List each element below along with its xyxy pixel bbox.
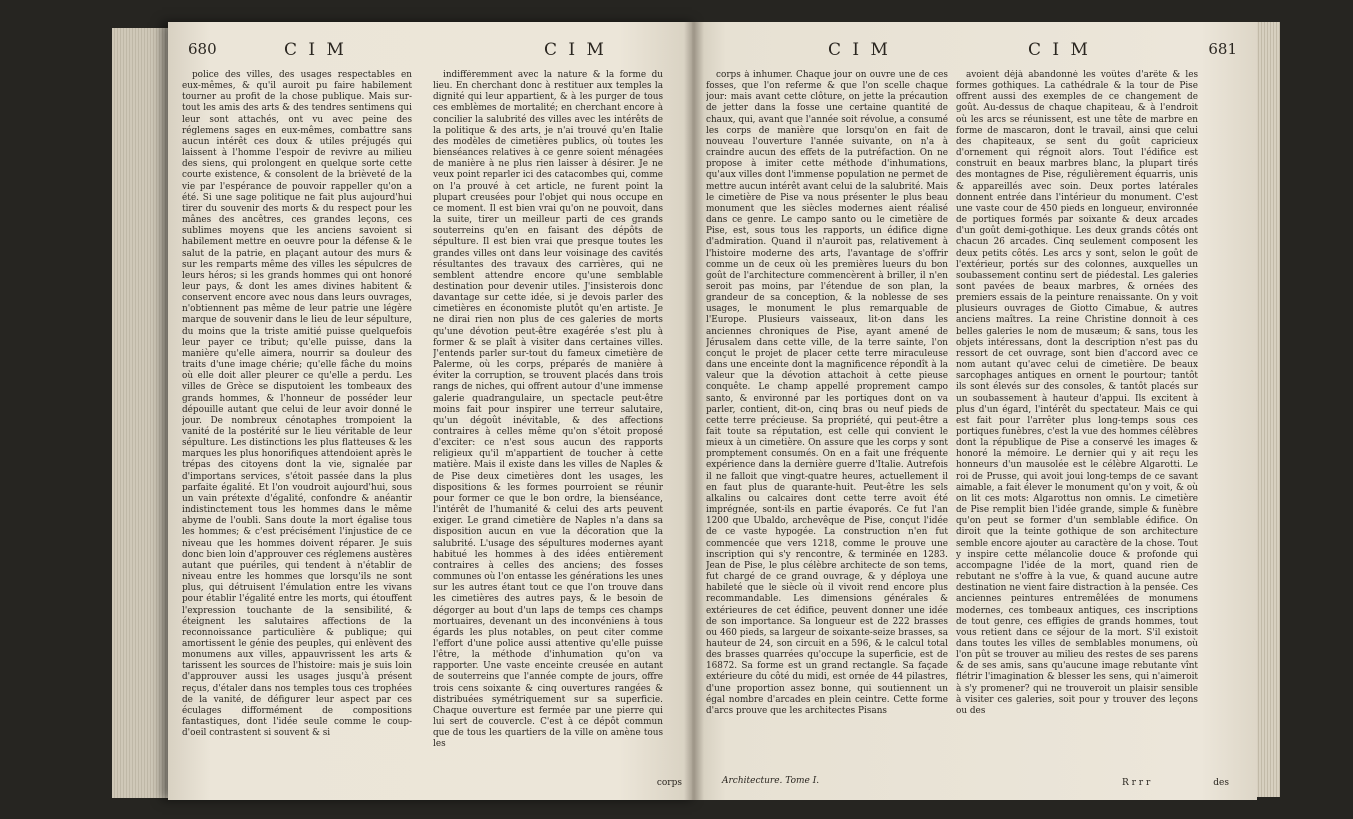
page-stack-left <box>112 28 172 798</box>
right-page <box>692 22 1257 800</box>
right-running-head-1: C I M <box>828 40 891 60</box>
left-running-head-1: C I M <box>284 40 347 60</box>
left-page <box>168 22 698 800</box>
left-running-head-2: C I M <box>544 40 607 60</box>
right-page-number: 681 <box>1208 40 1237 58</box>
left-page-header <box>184 40 682 64</box>
right-catchword: des <box>1213 778 1229 788</box>
right-running-head-2: C I M <box>1028 40 1091 60</box>
volume-footer: Architecture. Tome I. <box>722 776 820 786</box>
left-column-2 <box>433 70 663 770</box>
left-column-2-text: indifféremment avec la nature & la forme du lieu. En cherchant donc à restituer aux temples la dignité qui leur appartient, & à les purger de tous ces emblèmes de mortalité; en cherchant encore à concilier la salubrité des villes avec les intérêts de la politique & des arts, je n'ai trouvé qu'en Italie des modèles de cimetières publics, où toutes les bienséances relatives à ce genre soient ménagées de manière à ne plus rien laisser à désirer. Je ne veux point reparler ici des catacombes qui, comme on l'a prouvé à cet article, ne furent point la plupart creusées pour l'objet qui nous occupe en ce moment. Il est bien vrai qu'on ne pouvoit, dans la suite, tirer un meilleur parti de ces grands souterreins qu'en en faisant des dépôts de sépulture. Il est bien vrai que presque toutes les grandes villes ont dans leur voisinage des cavités résultantes des travaux des carrières, qui ne semblent attendre encore qu'une semblable destination pour devenir utiles. J'insisterois donc davantage sur cette idée, si je devois parler des cimetières en économiste plutôt qu'en artiste. Je ne dirai rien non plus de ces galeries de morts qu'une dévotion peut-être exagérée s'est plu à former & se plaît à visiter dans certaines villes. J'entends parler sur-tout du fameux cimetière de Palerme, où les corps, préparés de manière à éviter la corruption, se trouvent placés dans trois rangs de niches, qui offrent autour d'une immense galerie quadrangulaire, un spectacle peut-être moins fait pour inspirer une terreur salutaire, qu'un dégoût inévitable, & des affections contraires à celles même qu'on s'étoit proposé d'exciter: ce n'est sous aucun des rapports religieux qu'il m'appartient de toucher à cette matière. Mais il existe dans les villes de Naples & de Pise deux cimetières dont les usages, les dispositions & les formes pourroient se réunir pour former ce que le bon ordre, la bienséance, l'intérêt de l'humanité & celui des arts peuvent exiger. Le grand cimetière de Naples n'a dans sa disposition aucun en vue la décoration que la salubrité. L'usage des sépultures modernes ayant habitué les hommes à des idées entièrement contraires à celles des anciens; des fosses communes où l'on entasse les générations les unes sur les autres étant tout ce que l'on trouve dans les cimetières des autres pays, & le besoin de dégorger au bout d'un laps de temps ces champs mortuaires, devenant un des inconvéniens à tous égards les plus notables, on peut citer comme l'effort d'une police aussi attentive qu'elle puisse l'être, la méthode d'inhumation qu'on va rapporter. Une vaste enceinte creusée en autant de souterreins que l'année compte de jours, offre trois cens soixante & cinq ouvertures rangées & distribuées symétriquement sur sa superficie. Chaque ouverture est fermée par une pierre qui lui sert de couvercle. C'est à ce dépôt commun que de tous les quartiers de la ville on amène tous les <box>433 70 663 750</box>
right-column-1 <box>706 70 948 770</box>
signature-mark: R r r r <box>1122 778 1151 788</box>
right-column-2 <box>956 70 1198 770</box>
right-page-header <box>708 40 1241 64</box>
right-column-2-text: avoient déjà abandonné les voûtes d'arête & les formes gothiques. La cathédrale & la tour de Pise offrent aussi des exemples de ce changement de goût. Au-dessus de chaque chapiteau, & à l'endroit où les arcs se réunissent, est une tête de marbre en forme de mascaron, dont le travail, ainsi que celui des chapiteaux, se sent du goût capricieux d'ornement qui régnoit alors. Tout l'édifice est construit en beaux marbres blanc, la plupart tirés des montagnes de Pise, régulièrement équarris, unis & appareillés avec soin. Deux portes latérales donnent entrée dans l'intérieur du monument. C'est une vaste cour de 450 pieds en longueur, environnée de portiques formés par soixante & deux arcades d'un goût demi-gothique. Les deux grands côtés ont chacun 26 arcades. Cinq seulement composent les deux petits côtés. Les arcs y sont, selon le goût de l'extérieur, portés sur des colonnes, auxquelles un soubassement continu sert de piédestal. Les galeries sont pavées de beaux marbres, & ornées des premiers essais de la peinture renaissante. On y voit plusieurs ouvrages de Giotto Cimabue, & autres anciens maîtres. La reine Christine donnoit à ces belles galeries le nom de musæum; & sans, tous les objets intéressans, dont la description n'est pas du ressort de cet ouvrage, sont bien d'accord avec ce nom autant qu'avec celui de cimetière. De beaux sarcophages antiques en ornent le pourtour; tantôt ils sont élevés sur des consoles, & tantôt placés sur un soubassement à hauteur d'appui. Ils excitent à plus d'un égard, l'intérêt du spectateur. Mais ce qui est fait pour l'arrêter plus long-temps sous ces portiques funèbres, c'est la vue des hommes célèbres dont la république de Pise a conservé les images & honoré la mémoire. Le dernier qui y ait reçu les honneurs d'un mausolée est le célèbre Algarotti. Le roi de Prusse, qui avoit joui long-temps de ce savant aimable, a fait élever le monument qu'on y voit, & où on lit ces mots: Algarottus non omnis. Le cimetière de Pise remplit bien l'idée grande, simple & funèbre qu'on peut se former d'un semblable édifice. On diroit que la teinte gothique de son architecture semble encore ajouter au caractère de la chose. Tout y inspire cette mélancolie douce & profonde qui accompagne l'idée de la mort, quand rien de rebutant ne s'offre à la vue, & quand aucune autre destination ne vient faire distraction à la pensée. Ces anciennes peintures entremêlées de monumens modernes, ces tombeaux antiques, ces inscriptions de tout genre, ces effigies de grands hommes, tout vous retient dans ce séjour de la mort. S'il existoit dans toutes les villes de semblables monumens, où l'on pût se trouver au milieu des restes de ses parens & de ses amis, sans qu'aucune image rebutante vînt flétrir l'imagination & blesser les sens, qui n'aimeroit à s'y promener? qui ne trouveroit un plaisir sensible à visiter ces galeries, soit pour y trouver des leçons ou des <box>956 70 1198 716</box>
left-column-1 <box>182 70 412 770</box>
right-column-1-text: corps à inhumer. Chaque jour on ouvre une de ces fosses, que l'on referme & que l'on scelle chaque jour: mais avant cette clôture, on jette la précaution de jetter dans la fosse une certaine quantité de chaux, qui, avant que l'année soit révolue, a consumé les corps de manière que lorsqu'on en fait de nouveau l'ouverture l'année suivante, on n'a à craindre aucun des effets de la putréfaction. On ne propose à imiter cette méthode d'inhumations, qu'aux villes dont l'immense population ne permet de mettre aucun intérêt avant celui de la salubrité. Mais le cimetière de Pise va nous présenter le plus beau monument que les siècles modernes aient réalisé dans ce genre. Le campo santo ou le cimetière de Pise, est, sous tous les rapports, un édifice digne d'admiration. Quand il n'auroit pas, relativement à l'histoire moderne des arts, l'avantage de s'offrir comme un de ceux où les premières lueurs du bon goût de l'architecture commencèrent à briller, il n'en seroit pas moins, par l'étendue de son plan, la grandeur de sa conception, & la noblesse de ses usages, le monument le plus remarquable de l'Europe. Plusieurs vaisseaux, lit-on dans les anciennes chroniques de Pise, ayant amené de Jérusalem dans cette ville, de la terre sainte, l'on conçut le projet de placer cette terre miraculeuse dans une enceinte dont la magnificence répondît à la valeur que la dévotion attachoit à cette pieuse conquête. Le champ appellé proprement campo santo, & environné par les portiques dont on va parler, contient, dit-on, cinq bras ou neuf pieds de cette terre précieuse. Sa propriété, qui peut-être a fait toute sa réputation, est celle qui convient le mieux à un cimetière. On assure que les corps y sont promptement consumés. On en a fait une fréquente expérience dans la dernière guerre d'Italie. Autrefois il ne falloit que vingt-quatre heures, actuellement il en faut plus de quarante-huit. Peut-être les sels alkalins ou calcaires dont cette terre avoit été imprégnée, sont-ils en partie évaporés. Ce fut l'an 1200 que Ubaldo, archevêque de Pise, conçut l'idée de ce vaste hypogée. La construction n'en fut commencée que vers 1218, comme le prouve une inscription qui s'y rencontre, & terminée en 1283. Jean de Pise, le plus célèbre architecte de son tems, fut chargé de ce grand ouvrage, & y déploya une habileté que le siècle où il vivoit rend encore plus recommandable. Les dimensions générales & extérieures de cet édifice, peuvent donner une idée de son importance. Sa longueur est de 222 brasses ou 460 pieds, sa largeur de soixante-seize brasses, sa hauteur de 24, son circuit en a 596, & le calcul total des brasses quarrées qu'occupe la superficie, est de 16872. Sa forme est un grand rectangle. Sa façade extérieure du côté du midi, est ornée de 44 pilastres, d'une proportion assez bonne, qui soutiennent un égal nombre d'arcades en plein ceintre. Cette forme d'arcs prouve que les architectes Pisans <box>706 70 948 716</box>
book-gutter <box>684 22 704 800</box>
left-column-1-text: police des villes, des usages respectables en eux-mêmes, & qu'il auroit pu faire habilement tourner au profit de la chose publique. Mais sur-tout les amis des arts & des tendres sentimens qui leur sont attachés, ont vu avec peine des réglemens sages en eux-mêmes, combattre sans aucun intérêt ces doux & utiles préjugés qui laissent à l'homme l'espoir de revivre au milieu des siens, qui prolongent en quelque sorte cette courte existence, & consolent de la brièveté de la vie par l'espérance de pouvoir rappeller qu'on a été. Si une sage politique ne fait plus aujourd'hui tirer du souvenir des morts & du respect pour les mânes des ancêtres, ces grandes leçons, ces sublimes moyens que les anciens savoient si habilement mettre en oeuvre pour la défense & le salut de la patrie, en plaçant autour des murs & sur les remparts même des villes les sépulcres de leurs héros; si les grands hommes qui ont honoré leur pays, & dont les ames divines habitent & conservent encore avec nous dans leurs ouvrages, n'obtiennent pas même de leur patrie une légère marque de souvenir dans le lieu de leur sépulture, du moins que la triste amitié puisse quelquefois leur payer ce tribut; qu'elle puisse, dans la manière qu'elle aimera, nourrir sa douleur des traits d'une image chérie; qu'elle fâche du moins où elle doit aller pleurer ce qu'elle a perdu. Les villes de Grèce se disputoient les tombeaux des grands hommes, & l'honneur de posséder leur dépouille autant que celui de leur avoir donné le jour. De nombreux cénotaphes trompoient la vanité de la postérité sur le lieu véritable de leur sépulture. Les distinctions les plus flatteuses & les marques les plus honorifiques attendoient après le trépas des citoyens dont la vie, signalée par d'importans services, s'étoit passée dans la plus parfaite égalité. Et l'on voudroit aujourd'hui, sous un vain prétexte d'égalité, confondre & anéantir indistinctement tous les hommes dans le même abyme de l'oubli. Sans doute la mort égalise tous les hommes; & c'est précisément l'injustice de ce niveau que les hommes doivent réparer. Je suis donc bien loin d'approuver ces réglemens austères autant que puériles, qui tendent à n'établir de niveau entre les hommes que lorsqu'ils ne sont plus, qui détruisent l'émulation entre les vivans pour établir l'égalité entre les morts, qui étouffent l'expression touchante de la sensibilité, & éteignent les salutaires affections de la reconnoissance particulière & publique; qui amortissent le génie des peuples, qui enlèvent des monumens aux villes, appauvrissent les arts & tarissent les sources de l'histoire: mais je suis loin d'approuver aussi les usages jusqu'à présent reçus, d'étaler dans nos temples tous ces trophées de la vanité, de défigurer leur aspect par ces éculages difformément de compositions fantastiques, dont l'idée seule comme le coup-d'oeil contrastent si souvent & si <box>182 70 412 739</box>
left-page-number: 680 <box>188 40 217 58</box>
left-catchword: corps <box>656 778 682 788</box>
